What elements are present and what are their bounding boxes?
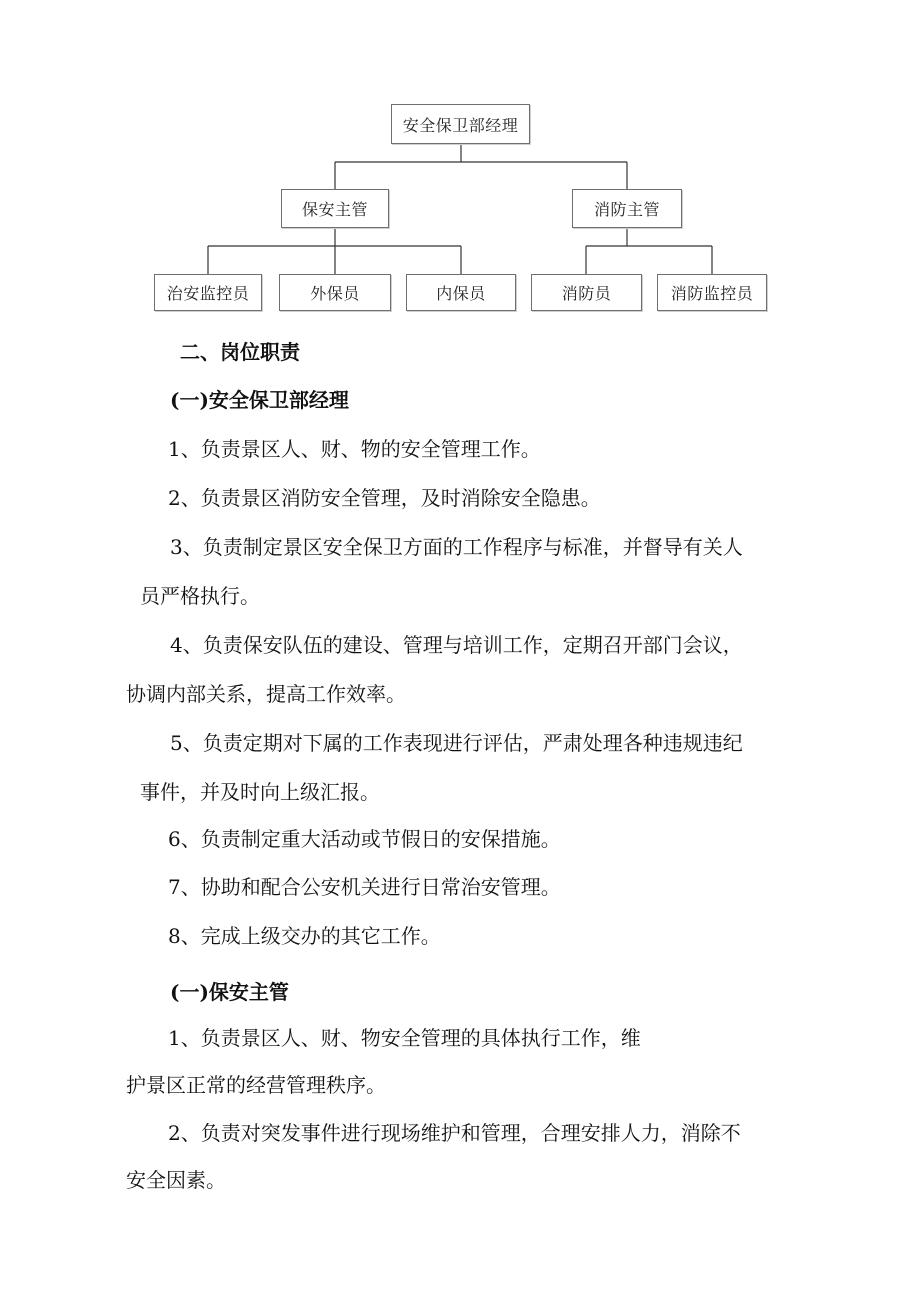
org-box-fire-supervisor: 消防主管 (572, 189, 682, 228)
org-chart (0, 0, 920, 330)
supervisor-item-2: 2、负责对突发事件进行现场维护和管理，合理安排人力，消除不 (168, 1121, 741, 1145)
org-box-manager: 安全保卫部经理 (391, 104, 530, 144)
supervisor-item-1-cont: 护景区正常的经营管理秩序。 (126, 1073, 386, 1097)
manager-item-7: 7、协助和配合公安机关进行日常治安管理。 (168, 875, 561, 899)
org-box-fire-monitor: 消防监控员 (657, 274, 767, 311)
supervisor-item-1: 1、负责景区人、财、物安全管理的具体执行工作，维 (168, 1026, 641, 1050)
manager-item-5: 5、负责定期对下属的工作表现进行评估，严肃处理各种违规违纪 (170, 731, 743, 755)
manager-item-8: 8、完成上级交办的其它工作。 (168, 924, 441, 948)
supervisor-item-2-cont: 安全因素。 (126, 1168, 226, 1192)
supervisor-heading: (一)保安主管 (170, 980, 289, 1004)
manager-item-2: 2、负责景区消防安全管理，及时消除安全隐患。 (168, 486, 601, 510)
manager-item-4: 4、负责保安队伍的建设、管理与培训工作，定期召开部门会议， (170, 633, 743, 657)
org-box-security-supervisor: 保安主管 (281, 189, 389, 228)
org-box-internal-guard: 内保员 (406, 274, 516, 311)
manager-item-1: 1、负责景区人、财、物的安全管理工作。 (168, 437, 541, 461)
manager-item-5-cont: 事件，并及时向上级汇报。 (140, 780, 380, 804)
manager-item-3: 3、负责制定景区安全保卫方面的工作程序与标准，并督导有关人 (170, 535, 743, 559)
org-box-external-guard: 外保员 (279, 274, 391, 311)
org-box-firefighter: 消防员 (531, 274, 642, 311)
section-title: 二、岗位职责 (180, 340, 300, 364)
manager-item-4-cont: 协调内部关系，提高工作效率。 (126, 682, 406, 706)
manager-item-6: 6、负责制定重大活动或节假日的安保措施。 (168, 827, 561, 851)
org-box-patrol-monitor: 治安监控员 (154, 274, 262, 311)
manager-item-3-cont: 员严格执行。 (140, 584, 260, 608)
manager-heading: (一)安全保卫部经理 (170, 388, 349, 412)
